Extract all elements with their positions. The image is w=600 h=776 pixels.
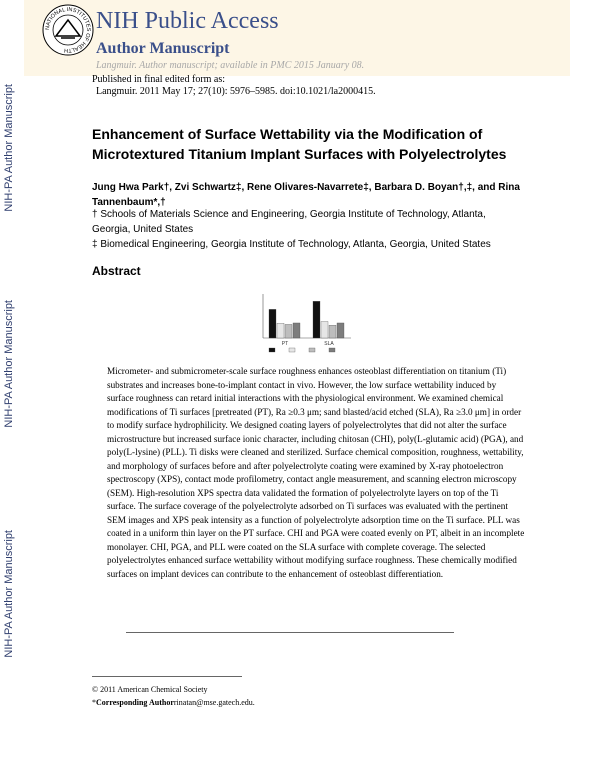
sidebar (0, 0, 22, 776)
corresponding-author-email: rinatan@mse.gatech.edu. (173, 698, 255, 707)
publication-line: Published in final edited form as: (92, 74, 226, 85)
copyright-notice: © 2011 American Chemical Society (92, 685, 208, 694)
legend-swatch (309, 348, 315, 352)
nih-seal-logo (42, 4, 94, 56)
corresponding-author: *Corresponding Authorrinatan@mse.gatech.edu. (92, 698, 255, 707)
chart-bar (337, 323, 344, 338)
footnote-divider (92, 676, 242, 677)
sidebar-label: NIH-PA Author Manuscript (3, 300, 15, 428)
corresponding-author-label: Corresponding Author (96, 698, 174, 707)
author-list: Jung Hwa Park†, Zvi Schwartz‡, Rene Olivares-Navarrete‡, Barbara D. Boyan†,‡, and Rina Tannenbaum*,† (92, 182, 520, 208)
sidebar-label: NIH-PA Author Manuscript (3, 530, 15, 658)
chart-bar (277, 323, 284, 338)
header-subtitle: Author Manuscript (96, 40, 230, 57)
graphical-abstract-chart (255, 292, 355, 356)
article-title: Enhancement of Surface Wettability via the Modification of Microtextured Titanium Implant Surfaces with Polyelectrolytes (92, 126, 507, 162)
affiliation: † Schools of Materials Science and Engineering, Georgia Institute of Technology, Atlanta, Georgia, United States (92, 209, 486, 235)
chart-bar (329, 325, 336, 338)
x-tick-label: PT (281, 341, 289, 347)
legend-swatch (269, 348, 275, 352)
header-title: NIH Public Access (96, 8, 279, 34)
chart-bar (285, 324, 292, 338)
legend-swatch (329, 348, 335, 352)
header-note: Langmuir. Author manuscript; available in PMC 2015 January 08. (96, 60, 365, 71)
abstract-text: Micrometer- and submicrometer-scale surface roughness enhances osteoblast differentiation on titanium (Ti) substrates and increases bone-to-implant contact in vivo. However, the low surface wettability induced by surface roughness can retard initial interactions with the physiological environment. We examined chemical modifications of Ti surfaces [pretreated (PT), Ra ≥0.3 μm; sand blasted/acid etched (SLA), Ra ≥3.0 μm] in order to modify surface hydrophilicity. We designed coating layers of polyelectrolytes that did not alter the surface microstructure but increased surface ionic character, including chitosan (CHI), poly(L-glutamic acid) (PGA), and poly(L-lysine) (PLL). Ti disks were cleaned and sterilized. Surface chemical composition, roughness, wettability, and morphology of surfaces before and after polyelectrolyte coating were examined by X-ray photoelectron spectroscopy (XPS), contact mode profilometry, contact angle measurement, and scanning electron microscopy (SEM). High-resolution XPS spectra data validated the formation of polyelectrolyte layers on top of the Ti surface. The surface coverage of the polyelectrolyte adsorbed on Ti surfaces was evaluated with the pertinent SEM images and XPS peak intensity as a function of polyelectrolyte adsorption time on the Ti surface. PLL was coated in a uniform thin layer on the PT surface. CHI and PGA were coated evenly on PT, albeit in an incomplete monolayer. CHI, PGA, and PLL were coated on the SLA surface with complete coverage. The selected polyelectrolytes enhanced surface wettability without modifying surface roughness. These chemically modified surfaces on implant devices can contribute to the enhancement of osteoblast differentiation. (107, 366, 525, 579)
chart-bar (321, 322, 328, 339)
chart-bar (293, 323, 300, 338)
x-tick-label: SLA (324, 341, 334, 347)
affiliation: ‡ Biomedical Engineering, Georgia Institute of Technology, Atlanta, Georgia, United States (92, 239, 491, 250)
abstract-heading: Abstract (92, 264, 141, 278)
publication-citation: Langmuir. 2011 May 17; 27(10): 5976–5985. doi:10.1021/la2000415. (96, 86, 376, 97)
sidebar-label: NIH-PA Author Manuscript (3, 84, 15, 212)
svg-text:NATIONAL INSTITUTES OF HEALTH: NATIONAL INSTITUTES OF HEALTH (44, 6, 92, 54)
publication-info (92, 74, 376, 98)
chart-bar (313, 301, 320, 338)
divider (126, 632, 454, 633)
legend-swatch (289, 348, 295, 352)
chart-bar (269, 309, 276, 338)
